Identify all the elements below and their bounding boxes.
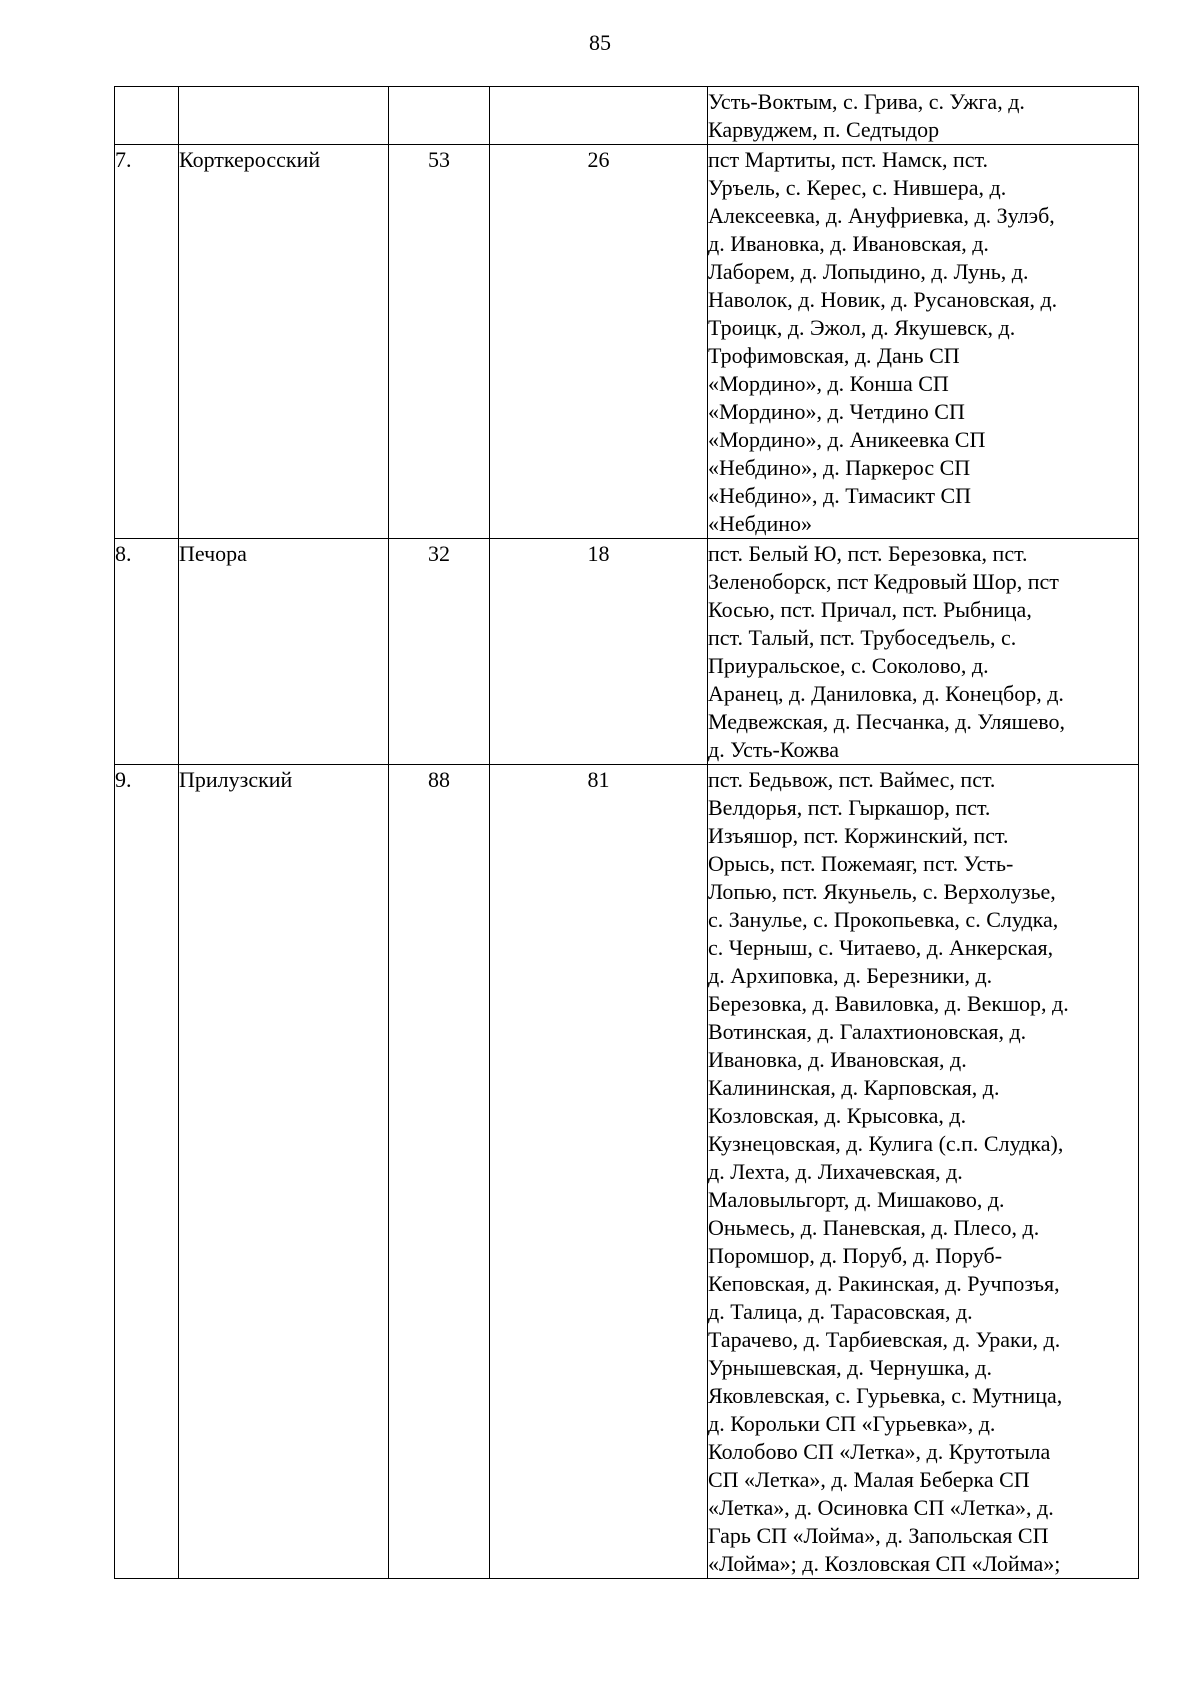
settlements-line: Трофимовская, д. Дань СП <box>708 343 960 368</box>
row-number-cell <box>115 87 179 145</box>
settlements-line: Поромшор, д. Поруб, д. Поруб- <box>708 1243 1003 1268</box>
settlements-line: Алексеевка, д. Ануфриевка, д. Зулэб, <box>708 203 1055 228</box>
settlements-line: Медвежская, д. Песчанка, д. Уляшево, <box>708 709 1066 734</box>
settlements-line: «Лойма»; д. Козловская СП «Лойма»; <box>708 1551 1061 1576</box>
settlements-line: д. Талица, д. Тарасовская, д. <box>708 1299 973 1324</box>
settlements-line: «Мордино», д. Четдино СП <box>708 399 965 424</box>
row-number-cell: 8. <box>115 539 179 765</box>
settlements-line: Косью, пст. Причал, пст. Рыбница, <box>708 597 1032 622</box>
settlements-line: пст. Бедьвож, пст. Ваймес, пст. <box>708 767 996 792</box>
settlements-line: Гарь СП «Лойма», д. Запольская СП <box>708 1523 1049 1548</box>
settlements-line: Оньмесь, д. Паневская, д. Плесо, д. <box>708 1215 1040 1240</box>
settlements-line: пст. Талый, пст. Трубоседъель, с. <box>708 625 1017 650</box>
page-number: 85 <box>589 30 611 55</box>
settlements-list-cell <box>708 539 1139 765</box>
settlements-line: Троицк, д. Эжол, д. Якушевск, д. <box>708 315 1016 340</box>
table-row <box>115 765 1139 1579</box>
value-2-cell: 18 <box>490 539 708 765</box>
settlements-line: «Мордино», д. Аникеевка СП <box>708 427 986 452</box>
settlements-line: Ивановка, д. Ивановская, д. <box>708 1047 967 1072</box>
settlements-line: Козловская, д. Крысовка, д. <box>708 1103 967 1128</box>
settlements-line: Уръель, с. Керес, с. Нившера, д. <box>708 175 1007 200</box>
value-2-cell: 81 <box>490 765 708 1579</box>
settlements-line: Колобово СП «Летка», д. Крутотыла <box>708 1439 1051 1464</box>
settlements-line: Аранец, д. Даниловка, д. Конецбор, д. <box>708 681 1064 706</box>
settlements-line: Орысь, пст. Пожемаяг, пст. Усть- <box>708 851 1014 876</box>
settlements-line: д. Архиповка, д. Березники, д. <box>708 963 993 988</box>
settlements-line: «Мордино», д. Конша СП <box>708 371 949 396</box>
settlements-line: Тарачево, д. Тарбиевская, д. Ураки, д. <box>708 1327 1061 1352</box>
settlements-line: Вотинская, д. Галахтионовская, д. <box>708 1019 1027 1044</box>
settlements-list-cell <box>708 87 1139 145</box>
settlements-line: Приуральское, с. Соколово, д. <box>708 653 989 678</box>
settlements-line: пст Мартиты, пст. Намск, пст. <box>708 147 988 172</box>
district-name-cell: Печора <box>179 539 389 765</box>
table-row <box>115 87 1139 145</box>
settlements-line: Березовка, д. Вавиловка, д. Векшор, д. <box>708 991 1069 1016</box>
settlements-line: д. Усть-Кожва <box>708 737 839 762</box>
table-row <box>115 145 1139 539</box>
settlements-line: д. Ивановка, д. Ивановская, д. <box>708 231 989 256</box>
settlements-line: с. Черныш, с. Читаево, д. Анкерская, <box>708 935 1054 960</box>
settlements-line: Усть-Воктым, с. Грива, с. Ужга, д. <box>708 89 1025 114</box>
settlements-list-cell <box>708 145 1139 539</box>
settlements-line: Изъяшор, пст. Коржинский, пст. <box>708 823 1009 848</box>
value-2-cell: 26 <box>490 145 708 539</box>
settlements-line: «Небдино», д. Тимасикт СП <box>708 483 972 508</box>
settlements-line: «Небдино», д. Паркерос СП <box>708 455 971 480</box>
value-1-cell: 32 <box>389 539 490 765</box>
row-number-cell: 7. <box>115 145 179 539</box>
value-1-cell: 53 <box>389 145 490 539</box>
settlements-line: «Небдино» <box>708 511 813 536</box>
settlements-line: Калининская, д. Карповская, д. <box>708 1075 1000 1100</box>
settlements-line: д. Лехта, д. Лихачевская, д. <box>708 1159 963 1184</box>
settlements-line: Кузнецовская, д. Кулига (с.п. Слудка), <box>708 1131 1064 1156</box>
district-name-cell: Прилузский <box>179 765 389 1579</box>
settlements-line: «Летка», д. Осиновка СП «Летка», д. <box>708 1495 1054 1520</box>
settlements-line: д. Корольки СП «Гурьевка», д. <box>708 1411 996 1436</box>
settlements-line: Кеповская, д. Ракинская, д. Ручпозъя, <box>708 1271 1060 1296</box>
district-name-cell: Корткеросский <box>179 145 389 539</box>
settlements-table <box>114 86 1139 1579</box>
value-1-cell <box>389 87 490 145</box>
settlements-line: Зеленоборск, пст Кедровый Шор, пст <box>708 569 1059 594</box>
settlements-list-cell <box>708 765 1139 1579</box>
settlements-line: Маловыльгорт, д. Мишаково, д. <box>708 1187 1005 1212</box>
value-1-cell: 88 <box>389 765 490 1579</box>
settlements-line: Велдорья, пст. Гыркашор, пст. <box>708 795 991 820</box>
settlements-line: Наволок, д. Новик, д. Русановская, д. <box>708 287 1058 312</box>
settlements-line: с. Занулье, с. Прокопьевка, с. Слудка, <box>708 907 1059 932</box>
settlements-line: Яковлевская, с. Гурьевка, с. Мутница, <box>708 1383 1063 1408</box>
row-number-cell: 9. <box>115 765 179 1579</box>
settlements-line: Лаборем, д. Лопыдино, д. Лунь, д. <box>708 259 1029 284</box>
settlements-line: СП «Летка», д. Малая Беберка СП <box>708 1467 1030 1492</box>
table-row <box>115 539 1139 765</box>
settlements-line: Лопью, пст. Якуньель, с. Верхолузье, <box>708 879 1056 904</box>
district-name-cell <box>179 87 389 145</box>
value-2-cell <box>490 87 708 145</box>
settlements-line: Урнышевская, д. Чернушка, д. <box>708 1355 992 1380</box>
settlements-line: пст. Белый Ю, пст. Березовка, пст. <box>708 541 1028 566</box>
settlements-line: Карвуджем, п. Седтыдор <box>708 117 940 142</box>
